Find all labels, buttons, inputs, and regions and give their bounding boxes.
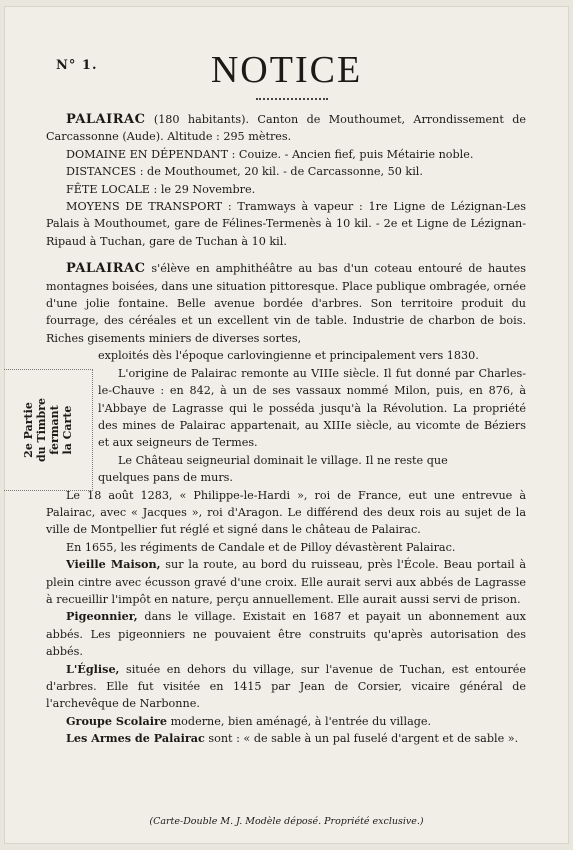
stamp-fold-area — [4, 369, 93, 491]
paragraph-chateau-end: quelques pans de murs. — [98, 471, 233, 485]
distances-line: DISTANCES : de Mouthoumet, 20 kil. - de Carcassonne, 50 kil. — [66, 165, 423, 179]
population-line: PALAIRAC (180 habitants). Canton de Mouthoumet, Arrondissement de Carcassonne (Aude). Altitude : 295 mètres. — [46, 112, 526, 144]
title-divider — [256, 98, 328, 100]
stamp-fold-note: 2e Partie du Timbre fermant la Carte — [22, 397, 74, 463]
page-title: NOTICE — [210, 49, 363, 91]
paragraph-groupe-scolaire: Groupe Scolaire moderne, bien aménagé, à l'entrée du village. — [66, 713, 432, 728]
paragraph-regiments: En 1655, les régiments de Candale et de Pilloy dévastèrent Palairac. — [66, 540, 456, 554]
paragraph-vieille-maison: Vieille Maison, sur la route, au bord du ruisseau, près l'École. Beau portail à plein cintre avec écusson gravé d'une croix. Elle aurait servi aux abbés de Lagrasse à recueillir l'impôt en nature, perçu annuellement. Elle aurait aussi servi de prison. — [46, 557, 527, 606]
domaine-line: DOMAINE EN DÉPENDANT : Couize. - Ancien fief, puis Métairie noble. — [66, 147, 474, 161]
notice-number: N° 1. — [56, 58, 98, 73]
paragraph-entrevue: Le 18 août 1283, « Philippe-le-Hardi », roi de France, eut une entrevue à Palairac, avec « Jacques », roi d'Aragon. Le différend des deux rois au sujet de la ville de Montpellier fut réglé et signé dans le château de Palairac. — [46, 488, 526, 537]
footer-note: (Carte-Double M. J. Modèle déposé. Propriété exclusive.) — [149, 816, 424, 827]
paragraph-eglise: L'Église, située en dehors du village, sur l'avenue de Tuchan, est entourée d'arbres. Elle fut visitée en 1415 par Jean de Corsier, vicaire général de l'archevêque de Narbonne. — [46, 661, 526, 711]
fete-line: FÊTE LOCALE : le 29 Novembre. — [66, 182, 256, 196]
paragraph-situation: PALAIRAC s'élève en amphithéâtre au bas d'un coteau entouré de hautes montagnes boisées, dans une situation pittoresque. Place publique ombragée, ornée d'une jolie fontaine. Belle avenue bordée d'arbres. Son territoire produit du fourrage, des céréales et un excellent vin de table. Industrie de charbon de bois. Riches gisements miniers de diverses sortes, — [46, 261, 526, 345]
paragraph-chateau: Le Château seigneurial dominait le village. Il ne reste que — [118, 453, 448, 467]
notice-text — [46, 111, 526, 748]
paragraph-situation-end: exploités dès l'époque carlovingienne et principalement vers 1830. — [98, 349, 479, 363]
transport-line: MOYENS DE TRANSPORT : Tramways à vapeur : 1re Ligne de Lézignan-Les Palais à Mouthoumet, gare de Félines-Termenès à 10 kil. - 2e et Ligne de Lézignan-Ripaud à Tuchan, gare de Tuchan à 10 kil. — [46, 200, 526, 248]
paragraph-armes: Les Armes de Palairac sont : « de sable à un pal fuselé d'argent et de sable ». — [66, 731, 519, 746]
paragraph-pigeonnier: Pigeonnier, dans le village. Existait en 1687 et payait un abonnement aux abbés. Les pigeonniers ne pouvaient être construits qu'après autorisation des abbés. — [46, 609, 526, 659]
paragraph-origine: L'origine de Palairac remonte au VIIIe siècle. Il fut donné par Charles-le-Chauve : en 842, à un de ses vassaux nommé Milon, puis, en 876, à l'Abbaye de Lagrasse qui le posséda jusqu'à la Révolution. La propriété des mines de Palairac appartenait, au XIIIe siècle, au vicomte de Béziers et aux seigneurs de Termes. — [98, 366, 526, 450]
postcard — [4, 6, 569, 844]
